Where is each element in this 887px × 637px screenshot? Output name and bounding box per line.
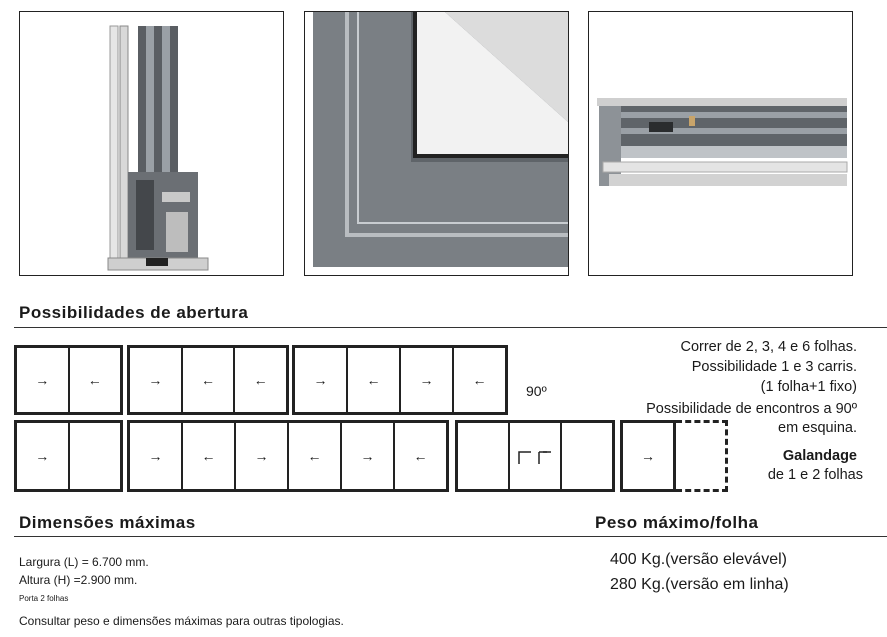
- pane-arrow-left: ←: [183, 348, 236, 412]
- galandage-subtitle: de 1 e 2 folhas: [767, 467, 863, 483]
- max-height: Altura (H) =2.900 mm.: [19, 573, 138, 587]
- corner-opening-icon: [515, 446, 555, 466]
- galandage-title: Galandage: [782, 448, 857, 464]
- config-galandage: [620, 420, 676, 492]
- pane-arrow-left: ←: [87, 372, 102, 388]
- config-3-leaf: [127, 345, 289, 415]
- pane-arrow-left: ←: [183, 423, 236, 489]
- horizontal-profile-drawing: [589, 12, 852, 275]
- pane-arrow-left: ←: [348, 348, 401, 412]
- pane-arrow-left: ←: [289, 423, 342, 489]
- weight-title: Peso máximo/folha: [595, 513, 759, 532]
- opening-info-line-2: Possibilidade 1 e 3 carris.: [691, 359, 857, 375]
- pane-arrow-left: ←: [413, 448, 428, 464]
- dimensions-note: Porta 2 folhas: [19, 594, 69, 603]
- dimensions-title: Dimensões máximas: [19, 513, 196, 532]
- pane-arrow-right: →: [17, 348, 70, 412]
- corner-frame-drawing: [305, 12, 568, 275]
- max-width: Largura (L) = 6.700 mm.: [19, 555, 149, 569]
- pane-fixed: [70, 423, 121, 489]
- config-2-leaf: [14, 345, 123, 415]
- pane-arrow-left: ←: [253, 372, 268, 388]
- corner-detail-image: [304, 11, 569, 276]
- opening-info-line-4: Possibilidade de encontros a 90º: [646, 401, 857, 417]
- pane-corner-b: [510, 423, 562, 489]
- pane-arrow-right: →: [236, 423, 289, 489]
- pane-arrow-left: ←: [472, 372, 487, 388]
- galandage-pocket: [676, 420, 728, 492]
- config-4-leaf: [292, 345, 508, 415]
- config-1-leaf-1-fixed: [14, 420, 123, 492]
- pane-arrow-right: →: [130, 423, 183, 489]
- config-corner-90: [455, 420, 615, 492]
- pane-arrow-right: →: [342, 423, 395, 489]
- pane-arrow-right: →: [401, 348, 454, 412]
- dimensions-rule: [14, 536, 887, 537]
- vertical-profile-drawing: [20, 12, 283, 275]
- config-6-leaf: [127, 420, 449, 492]
- opening-rule: [14, 327, 887, 328]
- pane-arrow-right: →: [295, 348, 348, 412]
- angle-label: 90º: [526, 383, 547, 399]
- pane-arrow-right: →: [641, 448, 655, 464]
- horizontal-section-image: [588, 11, 853, 276]
- consult-note: Consultar peso e dimensões máximas para outras tipologias.: [19, 614, 344, 628]
- pane-corner-a: [458, 423, 510, 489]
- pane-corner-c: [562, 423, 612, 489]
- opening-info-line-1: Correr de 2, 3, 4 e 6 folhas.: [680, 339, 857, 355]
- opening-info-line-3: (1 folha+1 fixo): [760, 379, 857, 395]
- weight-raised: 400 Kg.(versão elevável): [610, 551, 787, 568]
- opening-info-line-5: em esquina.: [778, 420, 857, 436]
- vertical-section-image: [19, 11, 284, 276]
- pane-arrow-right: →: [130, 348, 183, 412]
- pane-arrow-right: →: [17, 423, 70, 489]
- weight-inline: 280 Kg.(versão em linha): [610, 576, 789, 593]
- opening-title: Possibilidades de abertura: [19, 303, 249, 322]
